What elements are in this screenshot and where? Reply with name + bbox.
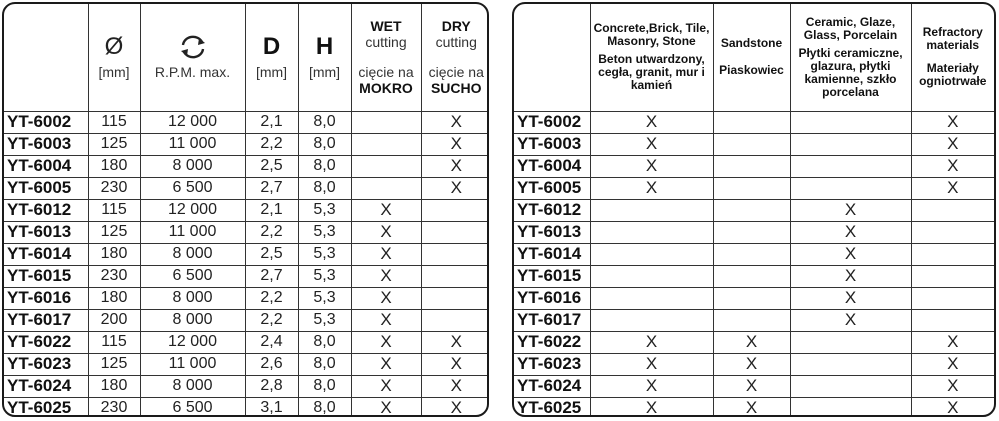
ceramic-cell: X xyxy=(790,265,911,287)
ceramic-header xyxy=(790,4,911,111)
d-cell: 2,8 xyxy=(245,375,298,397)
application-row xyxy=(514,331,994,353)
wet-cell: X xyxy=(351,397,421,417)
dry-cell xyxy=(421,287,489,309)
model-cell: YT-6005 xyxy=(514,177,590,199)
diameter-cell: 125 xyxy=(88,133,140,155)
d-cell: 2,5 xyxy=(245,155,298,177)
application-row xyxy=(514,397,994,417)
model-cell: YT-6015 xyxy=(514,265,590,287)
dry-pl-strong: SUCHO xyxy=(430,80,482,97)
specifications-table-panel xyxy=(2,2,489,417)
model-cell: YT-6012 xyxy=(514,199,590,221)
h-label: H xyxy=(315,33,334,61)
ceramic-cell xyxy=(790,375,911,397)
sandstone-cell: X xyxy=(713,353,790,375)
diameter-cell: 200 xyxy=(88,309,140,331)
dry-cell xyxy=(421,199,489,221)
ceramic-pl-label: Płytki ceramiczne, glazura, płytki kamienne, szkło porcelana xyxy=(798,45,903,99)
h-cell: 8,0 xyxy=(298,397,351,417)
applications-table-panel xyxy=(512,2,996,417)
diameter-cell: 180 xyxy=(88,243,140,265)
application-row xyxy=(514,309,994,331)
specification-row xyxy=(4,331,489,353)
h-cell: 5,3 xyxy=(298,221,351,243)
refractory-pl-label: Materiały ogniotrwałe xyxy=(919,61,987,89)
wet-cell xyxy=(351,111,421,133)
d-cell: 2,4 xyxy=(245,331,298,353)
concrete-cell xyxy=(590,265,713,287)
application-row xyxy=(514,353,994,375)
specification-row xyxy=(4,177,489,199)
rpm-cell: 8 000 xyxy=(140,243,245,265)
application-row xyxy=(514,287,994,309)
refractory-cell: X xyxy=(911,155,994,177)
diameter-cell: 180 xyxy=(88,287,140,309)
specification-row xyxy=(4,353,489,375)
dry-cell: X xyxy=(421,155,489,177)
wet-cell: X xyxy=(351,353,421,375)
dry-cell: X xyxy=(421,111,489,133)
specifications-header-row xyxy=(4,4,489,111)
sandstone-cell: X xyxy=(713,331,790,353)
sandstone-cell xyxy=(713,111,790,133)
concrete-cell: X xyxy=(590,133,713,155)
wet-cell: X xyxy=(351,331,421,353)
refractory-cell: X xyxy=(911,397,994,417)
diameter-cell: 180 xyxy=(88,375,140,397)
model-cell: YT-6015 xyxy=(4,265,88,287)
concrete-cell: X xyxy=(590,353,713,375)
refractory-cell: X xyxy=(911,133,994,155)
h-cell: 5,3 xyxy=(298,199,351,221)
application-row xyxy=(514,177,994,199)
refractory-header xyxy=(911,4,994,111)
d-cell: 2,1 xyxy=(245,111,298,133)
rpm-cell: 12 000 xyxy=(140,111,245,133)
application-row xyxy=(514,375,994,397)
sandstone-cell xyxy=(713,199,790,221)
model-cell: YT-6003 xyxy=(514,133,590,155)
concrete-cell xyxy=(590,199,713,221)
sandstone-cell xyxy=(713,221,790,243)
sandstone-cell xyxy=(713,133,790,155)
model-header xyxy=(514,4,590,111)
sandstone-header xyxy=(713,4,790,111)
model-cell: YT-6025 xyxy=(4,397,88,417)
specification-row xyxy=(4,265,489,287)
sandstone-cell xyxy=(713,265,790,287)
application-row xyxy=(514,243,994,265)
d-cell: 2,2 xyxy=(245,133,298,155)
ceramic-cell: X xyxy=(790,221,911,243)
model-cell: YT-6002 xyxy=(4,111,88,133)
concrete-cell xyxy=(590,221,713,243)
diameter-header xyxy=(88,4,140,111)
wet-cell: X xyxy=(351,265,421,287)
refractory-cell xyxy=(911,287,994,309)
rpm-cell: 8 000 xyxy=(140,155,245,177)
rpm-cell: 8 000 xyxy=(140,309,245,331)
diameter-cell: 115 xyxy=(88,331,140,353)
model-cell: YT-6003 xyxy=(4,133,88,155)
rpm-cell: 11 000 xyxy=(140,221,245,243)
wet-cutting-header xyxy=(351,4,421,111)
refractory-cell: X xyxy=(911,353,994,375)
rpm-cell: 6 500 xyxy=(140,177,245,199)
model-cell: YT-6016 xyxy=(514,287,590,309)
specification-row xyxy=(4,111,489,133)
refractory-cell: X xyxy=(911,111,994,133)
wet-pl-strong: MOKRO xyxy=(359,80,413,97)
ceramic-cell: X xyxy=(790,199,911,221)
d-cell: 2,7 xyxy=(245,265,298,287)
sandstone-cell xyxy=(713,309,790,331)
model-cell: YT-6025 xyxy=(514,397,590,417)
rpm-cell: 12 000 xyxy=(140,331,245,353)
applications-header-row xyxy=(514,4,994,111)
diameter-symbol: Ø xyxy=(104,33,124,61)
wet-cell: X xyxy=(351,243,421,265)
diameter-cell: 230 xyxy=(88,177,140,199)
diameter-unit: [mm] xyxy=(98,64,130,81)
d-label: D xyxy=(262,33,281,61)
model-header xyxy=(4,4,88,111)
d-cell: 2,2 xyxy=(245,221,298,243)
ceramic-cell xyxy=(790,155,911,177)
model-cell: YT-6022 xyxy=(514,331,590,353)
h-header xyxy=(298,4,351,111)
specification-row xyxy=(4,309,489,331)
model-cell: YT-6004 xyxy=(4,155,88,177)
ceramic-cell xyxy=(790,397,911,417)
rotation-arrows-icon xyxy=(175,34,211,60)
model-cell: YT-6024 xyxy=(4,375,88,397)
d-cell: 2,2 xyxy=(245,287,298,309)
wet-cell: X xyxy=(351,309,421,331)
application-row xyxy=(514,155,994,177)
ceramic-cell: X xyxy=(790,243,911,265)
refractory-cell: X xyxy=(911,331,994,353)
model-cell: YT-6016 xyxy=(4,287,88,309)
d-cell: 2,6 xyxy=(245,353,298,375)
sandstone-cell xyxy=(713,243,790,265)
d-cell: 2,5 xyxy=(245,243,298,265)
d-cell: 3,1 xyxy=(245,397,298,417)
model-cell: YT-6023 xyxy=(514,353,590,375)
specification-row xyxy=(4,287,489,309)
ceramic-cell xyxy=(790,353,911,375)
diameter-cell: 230 xyxy=(88,265,140,287)
concrete-cell: X xyxy=(590,397,713,417)
wet-cell xyxy=(351,133,421,155)
application-row xyxy=(514,133,994,155)
rpm-cell: 8 000 xyxy=(140,287,245,309)
specification-row xyxy=(4,243,489,265)
ceramic-cell xyxy=(790,111,911,133)
diameter-cell: 230 xyxy=(88,397,140,417)
sandstone-cell: X xyxy=(713,397,790,417)
model-cell: YT-6017 xyxy=(4,309,88,331)
sandstone-cell: X xyxy=(713,375,790,397)
h-cell: 8,0 xyxy=(298,155,351,177)
dry-cell: X xyxy=(421,397,489,417)
rpm-cell: 11 000 xyxy=(140,353,245,375)
diameter-cell: 115 xyxy=(88,199,140,221)
wet-title: WET xyxy=(370,18,402,35)
dry-cell: X xyxy=(421,353,489,375)
concrete-cell xyxy=(590,243,713,265)
model-cell: YT-6002 xyxy=(514,111,590,133)
h-cell: 5,3 xyxy=(298,265,351,287)
specification-row xyxy=(4,155,489,177)
specification-row xyxy=(4,397,489,417)
refractory-cell xyxy=(911,265,994,287)
dry-cell: X xyxy=(421,375,489,397)
dry-cutting-header xyxy=(421,4,489,111)
h-cell: 5,3 xyxy=(298,287,351,309)
sandstone-cell xyxy=(713,287,790,309)
d-cell: 2,2 xyxy=(245,309,298,331)
h-unit: [mm] xyxy=(308,64,341,81)
wet-cell xyxy=(351,177,421,199)
wet-cell: X xyxy=(351,287,421,309)
model-cell: YT-6013 xyxy=(4,221,88,243)
refractory-en-label: Refractory materials xyxy=(922,25,983,53)
concrete-cell: X xyxy=(590,375,713,397)
concrete-cell: X xyxy=(590,177,713,199)
application-row xyxy=(514,221,994,243)
diameter-cell: 125 xyxy=(88,221,140,243)
refractory-cell xyxy=(911,309,994,331)
model-cell: YT-6013 xyxy=(514,221,590,243)
wet-cell xyxy=(351,155,421,177)
dry-pl-label: cięcie na xyxy=(428,64,484,81)
rpm-header xyxy=(140,4,245,111)
diameter-cell: 115 xyxy=(88,111,140,133)
ceramic-cell xyxy=(790,331,911,353)
h-cell: 5,3 xyxy=(298,309,351,331)
concrete-cell: X xyxy=(590,111,713,133)
h-cell: 8,0 xyxy=(298,133,351,155)
model-cell: YT-6014 xyxy=(4,243,88,265)
dry-cell xyxy=(421,243,489,265)
dry-cell xyxy=(421,265,489,287)
application-row xyxy=(514,199,994,221)
diameter-cell: 180 xyxy=(88,155,140,177)
specification-row xyxy=(4,221,489,243)
wet-cell: X xyxy=(351,199,421,221)
d-cell: 2,1 xyxy=(245,199,298,221)
concrete-cell: X xyxy=(590,155,713,177)
sandstone-en-label: Sandstone xyxy=(720,36,783,51)
rpm-cell: 8 000 xyxy=(140,375,245,397)
concrete-cell xyxy=(590,287,713,309)
wet-cell: X xyxy=(351,221,421,243)
concrete-header xyxy=(590,4,713,111)
model-cell: YT-6017 xyxy=(514,309,590,331)
d-cell: 2,7 xyxy=(245,177,298,199)
model-cell: YT-6004 xyxy=(514,155,590,177)
refractory-cell xyxy=(911,221,994,243)
model-cell: YT-6022 xyxy=(4,331,88,353)
refractory-cell xyxy=(911,199,994,221)
concrete-cell: X xyxy=(590,331,713,353)
dry-cell: X xyxy=(421,133,489,155)
model-cell: YT-6012 xyxy=(4,199,88,221)
rpm-cell: 12 000 xyxy=(140,199,245,221)
rpm-cell: 6 500 xyxy=(140,265,245,287)
dry-cell xyxy=(421,221,489,243)
h-cell: 8,0 xyxy=(298,353,351,375)
refractory-cell xyxy=(911,243,994,265)
specification-row xyxy=(4,199,489,221)
concrete-en-label: Concrete,Brick, Tile, Masonry, Stone xyxy=(593,21,710,49)
application-row xyxy=(514,265,994,287)
specification-row xyxy=(4,375,489,397)
ceramic-cell xyxy=(790,177,911,199)
concrete-pl-label: Beton utwardzony, cegła, granit, mur i kamień xyxy=(598,52,705,93)
dry-sub: cutting xyxy=(435,34,477,51)
refractory-cell: X xyxy=(911,375,994,397)
applications-table xyxy=(514,4,994,417)
model-cell: YT-6024 xyxy=(514,375,590,397)
ceramic-en-label: Ceramic, Glaze, Glass, Porcelain xyxy=(803,14,898,42)
sandstone-cell xyxy=(713,177,790,199)
h-cell: 8,0 xyxy=(298,375,351,397)
rpm-cell: 6 500 xyxy=(140,397,245,417)
application-row xyxy=(514,111,994,133)
wet-sub: cutting xyxy=(365,34,407,51)
h-cell: 8,0 xyxy=(298,331,351,353)
ceramic-cell xyxy=(790,133,911,155)
concrete-cell xyxy=(590,309,713,331)
refractory-cell: X xyxy=(911,177,994,199)
dry-title: DRY xyxy=(441,18,471,35)
wet-cell: X xyxy=(351,375,421,397)
rpm-unit: R.P.M. max. xyxy=(154,64,231,81)
model-cell: YT-6023 xyxy=(4,353,88,375)
wet-pl-label: cięcie na xyxy=(358,64,414,81)
diameter-cell: 125 xyxy=(88,353,140,375)
specification-row xyxy=(4,133,489,155)
sandstone-pl-label: Piaskowiec xyxy=(719,63,784,78)
sandstone-cell xyxy=(713,155,790,177)
rpm-cell: 11 000 xyxy=(140,133,245,155)
dry-cell xyxy=(421,309,489,331)
ceramic-cell: X xyxy=(790,287,911,309)
dry-cell: X xyxy=(421,331,489,353)
h-cell: 8,0 xyxy=(298,177,351,199)
d-unit: [mm] xyxy=(255,64,288,81)
h-cell: 8,0 xyxy=(298,111,351,133)
dry-cell: X xyxy=(421,177,489,199)
ceramic-cell: X xyxy=(790,309,911,331)
h-cell: 5,3 xyxy=(298,243,351,265)
d-header xyxy=(245,4,298,111)
model-cell: YT-6005 xyxy=(4,177,88,199)
specifications-table xyxy=(4,4,489,417)
model-cell: YT-6014 xyxy=(514,243,590,265)
